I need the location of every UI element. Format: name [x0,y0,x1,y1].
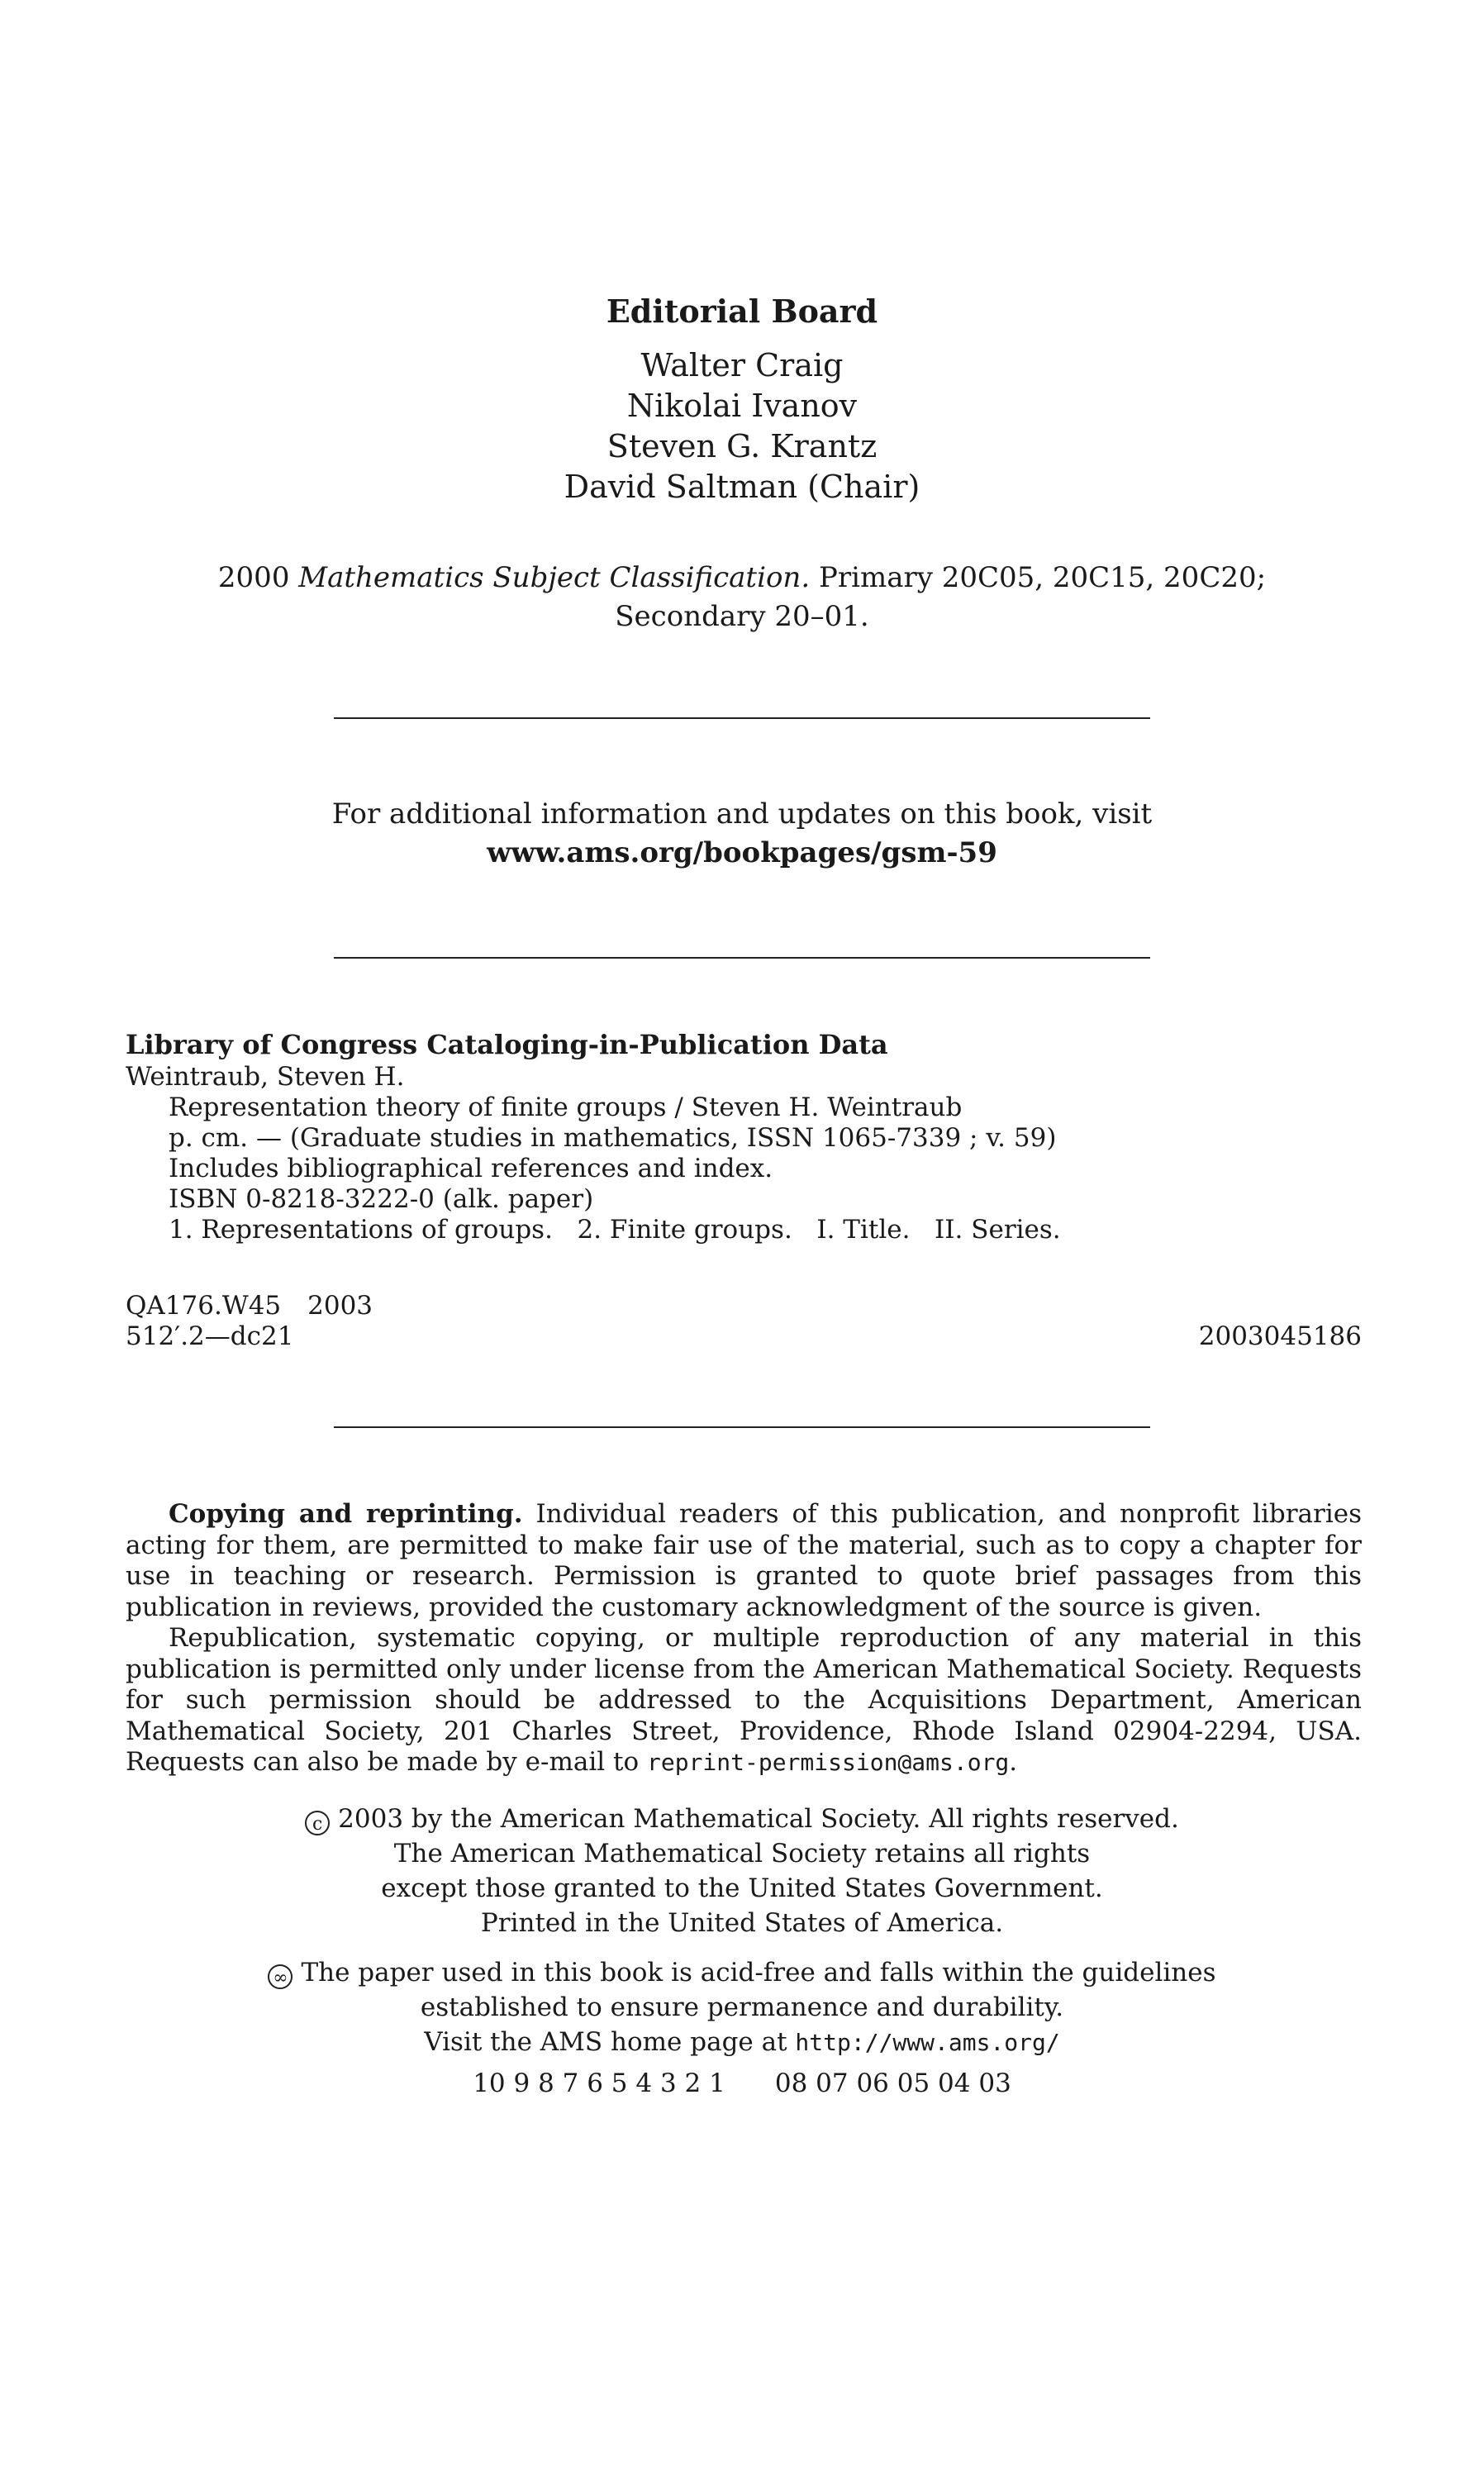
copying-notice: Copying and reprinting. Individual readers of this publication, and nonprofit libraries acting for them, are permitted to make fair use of the material, such as to copy a chapter for use in teaching or research. Permission is granted to quote brief passages from this publication in reviews, provided the customary acknowledgment of the source is given. Republication, systematic copying, or multiple reproduction of any material in this publication is permitted only under license from the American Mathematical Society. Requests for such permission should be addressed to the Acquisitions Department, American Mathematical Society, 201 Charles Street, Providence, Rhode Island 02904-2294, USA. Requests can also be made by e-mail to reprint-permission@ams.org. [126,1499,1362,1777]
copying-lead: Copying and reprinting. [169,1499,523,1529]
paper-line: The paper used in this book is acid-free and falls within the guidelines [301,1958,1216,1988]
msc-primary: Primary 20C05, 20C15, 20C20; [818,561,1267,594]
printing-line [0,2066,1484,2101]
divider-rule [334,1426,1150,1428]
msc-secondary: Secondary 20–01. [615,600,869,633]
cip-line: Representation theory of finite groups / Steven H. Weintraub [169,1093,963,1122]
impression-numbers: 10 9 8 7 6 5 4 3 2 1 [473,2068,725,2098]
divider-rule [334,717,1150,719]
printing-years: 08 07 06 05 04 03 [774,2068,1011,2098]
cip-line: ISBN 0-8218-3222-0 (alk. paper) [169,1184,594,1214]
cip-line: p. cm. — (Graduate studies in mathematics, ISSN 1065-7339 ; v. 59) [169,1123,1057,1153]
rights-line: except those granted to the United States Government. [381,1873,1103,1903]
cip-line: 1. Representations of groups. 2. Finite groups. I. Title. II. Series. [169,1215,1061,1245]
additional-info [0,795,1484,873]
cip-author: Weintraub, Steven H. [126,1062,405,1092]
permission-email[interactable]: reprint-permission@ams.org [647,1749,1010,1776]
copying-para1: Individual readers of this publication, and nonprofit libraries acting for them, are permitted to make fair use of the material, such as to copy a chapter for use in teaching or research. Permission is granted to quote brief passages from this publication in reviews, provided the customary acknowledgment of the source is given. [126,1499,1362,1622]
lccn: 2003045186 [1198,1321,1362,1351]
call-numbers [126,1291,1362,1352]
rights-block [0,1802,1484,1940]
editorial-board-title: Editorial Board [606,293,878,330]
msc-year: 2000 [217,561,290,594]
rights-line: Printed in the United States of America. [480,1908,1004,1938]
call-year: 2003 [307,1291,373,1321]
cip-line: Includes bibliographical references and index. [169,1154,773,1183]
subject-classification [0,559,1484,636]
msc-label: Mathematics Subject Classification. [298,561,811,594]
cip-block [126,1030,1365,1245]
book-page-link[interactable]: www.ams.org/bookpages/gsm-59 [487,836,997,869]
paper-notice [0,1955,1484,2060]
copyright-icon: c [305,1811,330,1835]
cip-heading: Library of Congress Cataloging-in-Publication Data [126,1029,888,1060]
dewey-number: 512′.2—dc21 [126,1321,294,1351]
call-number: QA176.W45 [126,1291,282,1321]
board-member: Walter Craig [640,347,844,383]
board-member: Steven G. Krantz [606,428,878,464]
paper-line: established to ensure permanence and durability. [420,1992,1064,2022]
board-member: Nikolai Ivanov [626,388,858,424]
rights-line: The American Mathematical Society retains all rights [393,1839,1091,1869]
additional-info-text: For additional information and updates on this book, visit [331,797,1153,831]
ams-home-link[interactable]: http://www.ams.org/ [795,2029,1060,2056]
infinity-icon: ∞ [268,1964,293,1989]
rights-line: 2003 by the American Mathematical Society. All rights reserved. [338,1804,1179,1834]
paper-line: Visit the AMS home page at [424,2027,787,2057]
copying-para2: Republication, systematic copying, or multiple reproduction of any material in this publication is permitted only under license from the American Mathematical Society. Requests for such permission should be addressed to the Acquisitions Department, American Mathematical Society, 201 Charles Street, Providence, Rhode Island 02904-2294, USA. Requests can also be made by e-mail to [126,1623,1362,1777]
editorial-board-list [0,345,1484,507]
divider-rule [334,957,1150,959]
board-member: David Saltman (Chair) [564,469,920,505]
